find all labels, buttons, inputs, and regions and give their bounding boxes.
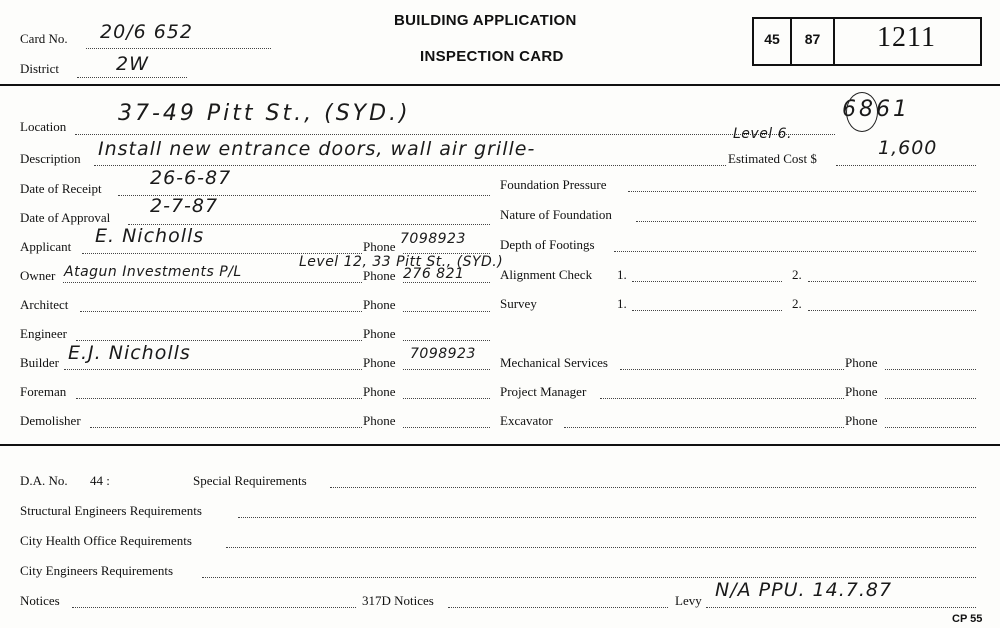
- engineer-label: Engineer: [20, 326, 67, 341]
- mechanical-phone-label: Phone: [845, 355, 878, 370]
- demolisher-label: Demolisher: [20, 413, 81, 428]
- survey-2-dotted-line: [808, 310, 976, 311]
- architect-label: Architect: [20, 297, 69, 312]
- project-manager-dotted-line: [600, 398, 844, 399]
- project-manager-phone-dotted-line: [885, 398, 976, 399]
- owner-value: Atagun Investments P/L: [64, 264, 242, 280]
- structural-dotted-line: [238, 517, 976, 518]
- title-line2: INSPECTION CARD: [420, 48, 564, 65]
- applicant-phone-value: 7098923: [400, 231, 466, 247]
- foundation-pressure-dotted-line: [628, 191, 976, 192]
- owner-dotted-line: [63, 282, 362, 283]
- project-manager-phone-label: Phone: [845, 384, 878, 399]
- notices-317d-label: 317D Notices: [362, 593, 434, 608]
- alignment-1-label: 1.: [617, 267, 627, 282]
- description-dotted-line: [94, 165, 726, 166]
- survey-1-label: 1.: [617, 296, 627, 311]
- depth-footings-dotted-line: [614, 251, 976, 252]
- foreman-dotted-line: [76, 398, 362, 399]
- title-line1: BUILDING APPLICATION: [394, 12, 577, 29]
- da-no-label: D.A. No.: [20, 473, 68, 488]
- reference-box-a: 45: [764, 31, 780, 47]
- builder-dotted-line: [64, 369, 362, 370]
- estimated-cost-dotted-line: [836, 165, 976, 166]
- location-value: 37-49 Pitt St., (SYD.): [118, 101, 411, 126]
- demolisher-phone-label: Phone: [363, 413, 396, 428]
- levy-label: Levy: [675, 593, 702, 608]
- special-requirements-dotted-line: [330, 487, 976, 488]
- reference-box-b: 87: [804, 31, 821, 47]
- date-receipt-label: Date of Receipt: [20, 181, 102, 196]
- project-manager-label: Project Manager: [500, 384, 587, 399]
- owner-phone-value: 276 821: [403, 266, 465, 282]
- city-health-label: City Health Office Requirements: [20, 533, 192, 548]
- depth-footings-label: Depth of Footings: [500, 237, 595, 252]
- city-engineers-dotted-line: [202, 577, 976, 578]
- survey-1-dotted-line: [632, 310, 782, 311]
- mechanical-label: Mechanical Services: [500, 355, 608, 370]
- engineer-phone-dotted-line: [403, 340, 490, 341]
- location-label: Location: [20, 119, 67, 134]
- alignment-1-dotted-line: [632, 281, 782, 282]
- special-requirements-label: Special Requirements: [193, 473, 307, 488]
- da-no-value: 44 :: [90, 473, 110, 488]
- builder-phone-value: 7098923: [410, 346, 476, 362]
- foreman-label: Foreman: [20, 384, 67, 399]
- engineer-phone-label: Phone: [363, 326, 396, 341]
- location-extra: 6861: [842, 97, 910, 122]
- excavator-dotted-line: [564, 427, 844, 428]
- reference-box-number: 1211: [877, 22, 936, 53]
- date-approval-value: 2-7-87: [150, 195, 219, 217]
- description-value: Install new entrance doors, wall air grille-: [98, 138, 536, 160]
- mechanical-phone-dotted-line: [885, 369, 976, 370]
- architect-phone-label: Phone: [363, 297, 396, 312]
- survey-label: Survey: [500, 296, 537, 311]
- applicant-label: Applicant: [20, 239, 72, 254]
- builder-value: E.J. Nicholls: [68, 342, 191, 364]
- structural-label: Structural Engineers Requirements: [20, 503, 202, 518]
- card-no-label: Card No.: [20, 31, 68, 46]
- owner-address: Level 12, 33 Pitt St., (SYD.): [299, 254, 504, 270]
- card-no-dotted-line: [86, 48, 271, 49]
- survey-2-label: 2.: [792, 296, 802, 311]
- excavator-phone-dotted-line: [885, 427, 976, 428]
- owner-phone-label: Phone: [363, 268, 396, 283]
- mechanical-dotted-line: [620, 369, 844, 370]
- levy-value: N/A PPU. 14.7.87: [715, 579, 893, 601]
- middle-rule: [0, 444, 1000, 446]
- notices-317d-dotted-line: [448, 607, 668, 608]
- card-no-value: 20/6 652: [100, 21, 193, 43]
- district-value: 2W: [116, 53, 149, 75]
- demolisher-phone-dotted-line: [403, 427, 490, 428]
- alignment-check-label: Alignment Check: [500, 267, 593, 282]
- estimated-cost-label: Estimated Cost $: [728, 151, 817, 166]
- nature-foundation-label: Nature of Foundation: [500, 207, 612, 222]
- city-engineers-label: City Engineers Requirements: [20, 563, 174, 578]
- description-extra: Level 6.: [733, 126, 793, 142]
- circled-digit-mark: [846, 92, 878, 132]
- foreman-phone-label: Phone: [363, 384, 396, 399]
- builder-phone-label: Phone: [363, 355, 396, 370]
- owner-label: Owner: [20, 268, 56, 283]
- date-approval-label: Date of Approval: [20, 210, 111, 225]
- excavator-label: Excavator: [500, 413, 553, 428]
- levy-dotted-line: [706, 607, 976, 608]
- notices-label: Notices: [20, 593, 60, 608]
- foreman-phone-dotted-line: [403, 398, 490, 399]
- nature-foundation-dotted-line: [636, 221, 976, 222]
- applicant-phone-label: Phone: [363, 239, 396, 254]
- alignment-2-label: 2.: [792, 267, 802, 282]
- notices-dotted-line: [72, 607, 356, 608]
- excavator-phone-label: Phone: [845, 413, 878, 428]
- architect-phone-dotted-line: [403, 311, 490, 312]
- architect-dotted-line: [80, 311, 362, 312]
- engineer-dotted-line: [76, 340, 362, 341]
- alignment-2-dotted-line: [808, 281, 976, 282]
- form-code: CP 55: [952, 613, 983, 625]
- date-receipt-value: 26-6-87: [150, 167, 232, 189]
- foundation-pressure-label: Foundation Pressure: [500, 177, 607, 192]
- city-health-dotted-line: [226, 547, 976, 548]
- applicant-value: E. Nicholls: [95, 225, 205, 247]
- location-dotted-line: [75, 134, 835, 135]
- estimated-cost-value: 1,600: [878, 137, 938, 159]
- district-label: District: [20, 61, 59, 76]
- header-rule: [0, 84, 1000, 86]
- builder-label: Builder: [20, 355, 59, 370]
- demolisher-dotted-line: [90, 427, 362, 428]
- district-dotted-line: [77, 77, 187, 78]
- builder-phone-dotted-line: [403, 369, 490, 370]
- description-label: Description: [20, 151, 81, 166]
